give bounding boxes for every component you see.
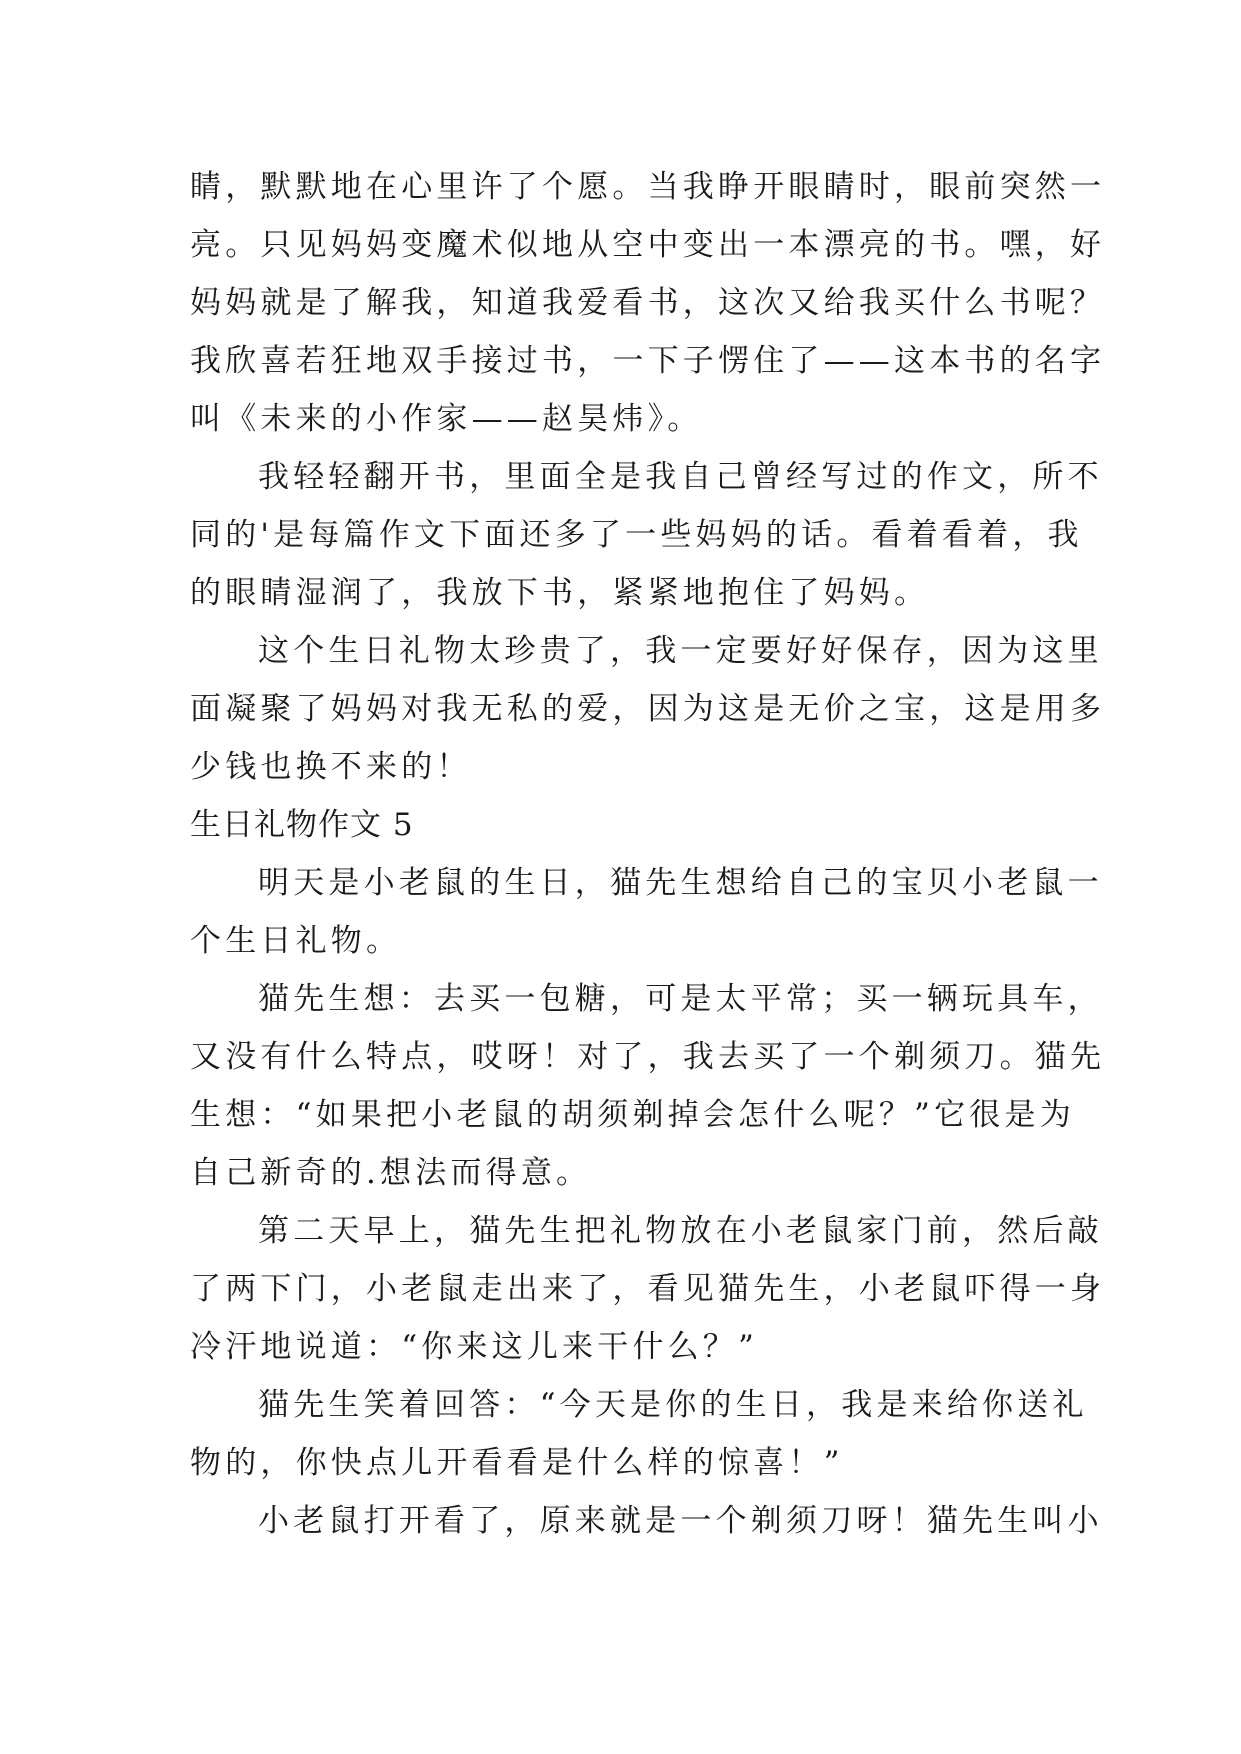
text-line: 这个生日礼物太珍贵了，我一定要好好保存，因为这里: [258, 633, 1103, 669]
text-line: 明天是小老鼠的生日，猫先生想给自己的宝贝小老鼠一: [258, 865, 1103, 901]
text-line: 我欣喜若狂地双手接过书，一下子愣住了——这本书的名字: [190, 343, 1106, 379]
text-line: 叫《未来的小作家——赵昊炜》。: [190, 401, 703, 437]
text-line: 了两下门，小老鼠走出来了，看见猫先生，小老鼠吓得一身: [190, 1271, 1106, 1307]
text-line: 睛，默默地在心里许了个愿。当我睁开眼睛时，眼前突然一: [190, 169, 1106, 205]
text-line: 物的，你快点儿开看看是什么样的惊喜！”: [190, 1445, 844, 1481]
text-line: 妈妈就是了解我，知道我爱看书，这次又给我买什么书呢？: [190, 285, 1106, 321]
text-line: 少钱也换不来的！: [190, 749, 472, 785]
text-line: 的眼睛湿润了，我放下书，紧紧地抱住了妈妈。: [190, 575, 930, 611]
document-body: [190, 158, 1106, 1550]
text-line: 亮。只见妈妈变魔术似地从空中变出一本漂亮的书。嘿，好: [190, 227, 1106, 263]
text-line: 我轻轻翻开书，里面全是我自己曾经写过的作文，所不: [258, 459, 1103, 495]
section-heading: 生日礼物作文 5: [190, 807, 414, 843]
text-line: 猫先生想：去买一包糖，可是太平常；买一辆玩具车，: [258, 981, 1103, 1017]
text-line: 个生日礼物。: [190, 923, 402, 959]
text-line: 小老鼠打开看了，原来就是一个剃须刀呀！猫先生叫小: [258, 1503, 1103, 1539]
text-line: 面凝聚了妈妈对我无私的爱，因为这是无价之宝，这是用多: [190, 691, 1106, 727]
text-line: 同的'是每篇作文下面还多了一些妈妈的话。看着看着，我: [190, 517, 1083, 553]
text-line: 猫先生笑着回答：“今天是你的生日，我是来给你送礼: [258, 1387, 1088, 1423]
text-line: 自己新奇的.想法而得意。: [190, 1155, 592, 1191]
text-line: 生想：“如果把小老鼠的胡须剃掉会怎什么呢？”它很是为: [190, 1097, 1075, 1133]
text-line: 冷汗地说道：“你来这儿来干什么？”: [190, 1329, 759, 1365]
text-line: 第二天早上，猫先生把礼物放在小老鼠家门前，然后敲: [258, 1213, 1103, 1249]
text-line: 又没有什么特点，哎呀！对了，我去买了一个剃须刀。猫先: [190, 1039, 1106, 1075]
